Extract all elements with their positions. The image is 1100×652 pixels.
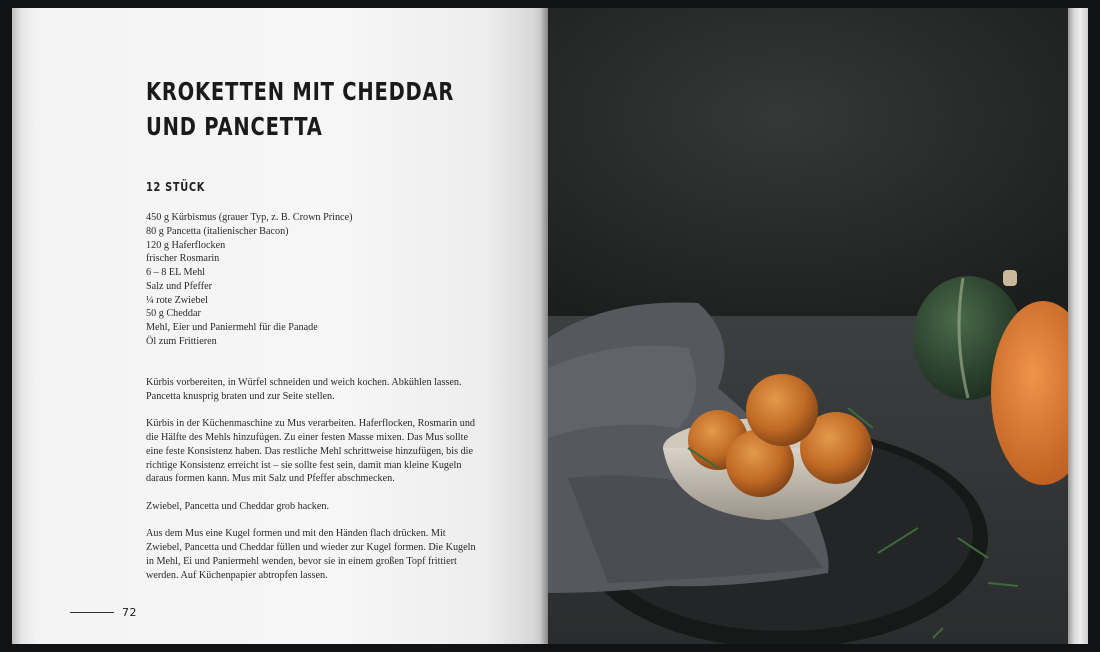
page-number: 72 (122, 606, 137, 619)
method-step: Kürbis vorbereiten, in Würfel schneiden und weich kochen. Abkühlen lassen. Pancetta knusprig braten und zur Seite stellen. (146, 377, 462, 402)
croquettes-photo-illustration (548, 8, 1068, 644)
method-steps (146, 376, 476, 596)
food-photo (548, 8, 1068, 644)
ingredient-item: Salz und Pfeffer (146, 280, 213, 292)
footer-rule (70, 612, 114, 613)
page-number-footer (70, 606, 137, 619)
recipe-title-line-2: UND PANCETTA (146, 112, 323, 141)
method-step: Kürbis in der Küchenmaschine zu Mus verarbeiten. Haferflocken, Rosmarin und die Hälfte des Mehls hinzufügen. Zu einer festen Masse mixen. Das Mus sollte eine feste Konsistenz haben. Das restliche Mehl schrittweise hinzufügen, bis die richtige Konsistenz erreicht ist – sie sollte fest sein, damit man kleine Kugeln daraus formen kann. Mus mit Salz und Pfeffer abschmecken. (146, 418, 476, 485)
recipe-page (36, 8, 548, 644)
recipe-yield: 12 STÜCK (146, 180, 206, 194)
ingredient-item: Öl zum Frittieren (146, 335, 217, 347)
page-edge-right (1068, 8, 1088, 644)
ingredient-item: 80 g Pancetta (italienischer Bacon) (146, 225, 289, 237)
method-step: Zwiebel, Pancetta und Cheddar grob hacken. (146, 500, 330, 512)
ingredient-list (146, 211, 506, 349)
croquette (746, 374, 818, 446)
wall-background (548, 8, 1068, 318)
ingredient-item: 120 g Haferflocken (146, 239, 226, 251)
method-step: Aus dem Mus eine Kugel formen und mit den Händen flach drücken. Mit Zwiebel, Pancetta und Cheddar füllen und wieder zur Kugel formen. Die Kugeln in Mehl, Ei und Paniermehl wenden, bevor sie in einem großen Topf frittiert werden. Auf Küchenpapier abtropfen lassen. (146, 528, 476, 581)
ingredient-item: 50 g Cheddar (146, 308, 201, 320)
ingredient-item: Mehl, Eier und Paniermehl für die Panade (146, 322, 318, 333)
recipe-title-line-1: KROKETTEN MIT CHEDDAR (146, 77, 455, 106)
ingredient-item: 6 – 8 EL Mehl (146, 267, 206, 278)
ingredient-item: frischer Rosmarin (146, 253, 220, 265)
page-edge-left (12, 8, 36, 644)
ingredient-item: ¼ rote Zwiebel (146, 294, 208, 306)
recipe-title (146, 74, 455, 144)
ingredient-item: 450 g Kürbismus (grauer Typ, z. B. Crown Prince) (146, 212, 353, 223)
